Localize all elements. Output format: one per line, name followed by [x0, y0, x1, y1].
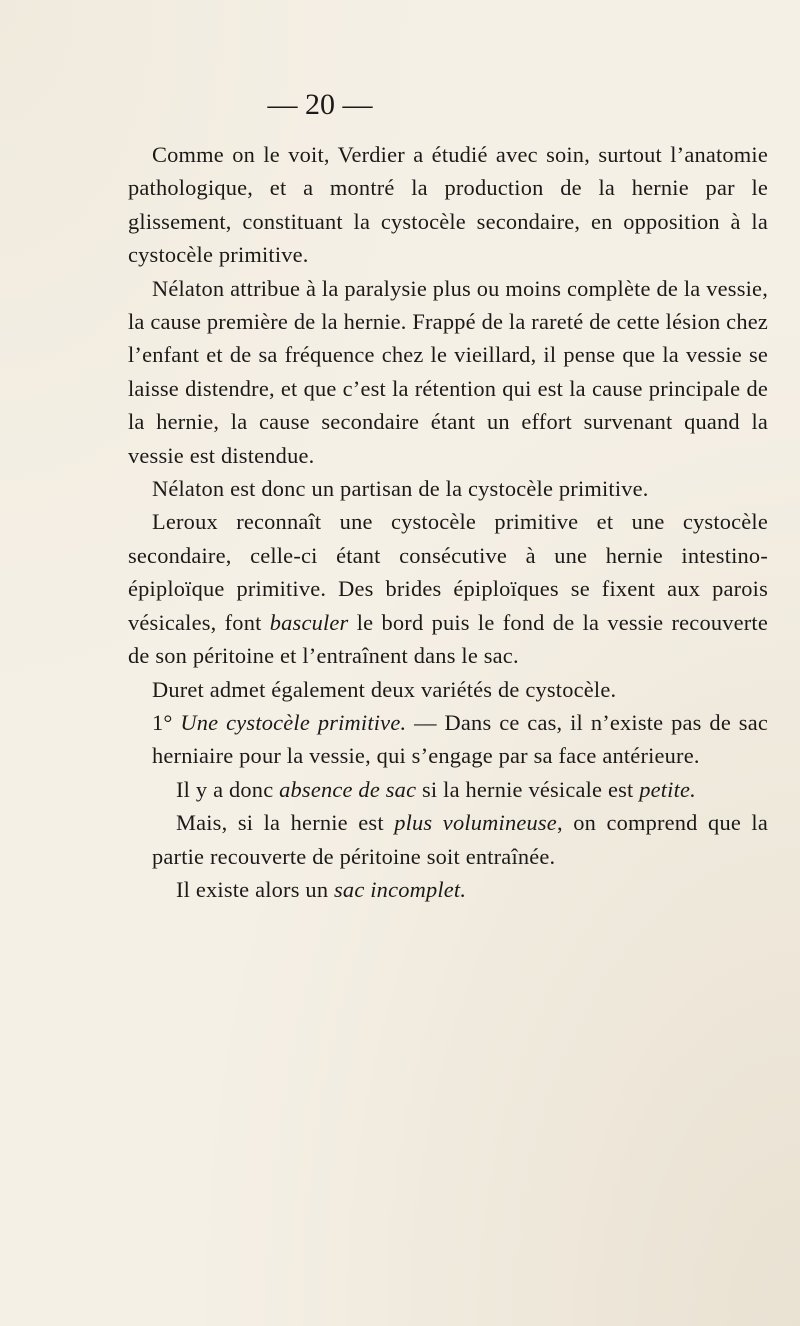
- page-body: [128, 138, 768, 906]
- paragraph: Comme on le voit, Verdier a étudié avec soin, surtout l’anatomie pathologique, et a montré la production de la hernie par le glissement, constituant la cystocèle secondaire, en opposition à la cystocèle primitive.: [128, 142, 768, 268]
- italic-text: petite.: [639, 776, 696, 802]
- italic-text: sac incomplet.: [334, 876, 467, 902]
- paragraph: [128, 773, 768, 806]
- paragraph: [128, 505, 768, 672]
- text-run: , on comprend que la partie recouverte de péritoine soit entraînée.: [152, 810, 768, 869]
- italic-text: basculer: [269, 609, 349, 635]
- italic-text: Une cystocèle primitive.: [180, 709, 407, 735]
- italic-text: plus volumineuse: [394, 810, 557, 836]
- paragraph: Nélaton est donc un partisan de la cystocèle primitive.: [152, 476, 649, 502]
- paragraph: Duret admet également deux variétés de cystocèle.: [152, 676, 617, 702]
- list-number: 1°: [152, 709, 181, 735]
- paragraph: [128, 806, 768, 873]
- text-run: — Dans ce cas, il n’existe pas de sac herniaire pour la vessie, qui s’engage par sa face antérieure.: [152, 709, 768, 769]
- text-run: Leroux reconnaît une cystocèle primitive et une cystocèle secondaire, celle-ci étant consécutive à une hernie intestino-épiploïque primitive. Des brides épiploïques se fixent aux parois vésicales, font: [128, 509, 768, 635]
- text-run: le bord puis le fond de la vessie recouverte de son péritoine et l’entraînent dans le sac.: [128, 609, 768, 669]
- paragraph: [128, 873, 768, 906]
- paragraph: [128, 706, 768, 773]
- paragraph: Nélaton attribue à la paralysie plus ou moins complète de la vessie, la cause première de la hernie. Frappé de la rareté de cette lésion chez l’enfant et de sa fréquence chez le vieillard, il pense que la vessie se laisse distendre, et que c’est la rétention qui est la cause principale de la hernie, la cause secondaire étant un effort survenant quand la vessie est distendue.: [128, 275, 768, 468]
- text-run: Il y a donc: [176, 776, 280, 802]
- italic-text: absence de sac: [279, 776, 417, 802]
- page-number: — 20 —: [267, 88, 373, 121]
- text-run: Il existe alors un: [176, 876, 335, 902]
- text-run: Mais, si la hernie est: [176, 810, 395, 836]
- text-run: si la hernie vésicale est: [416, 776, 640, 802]
